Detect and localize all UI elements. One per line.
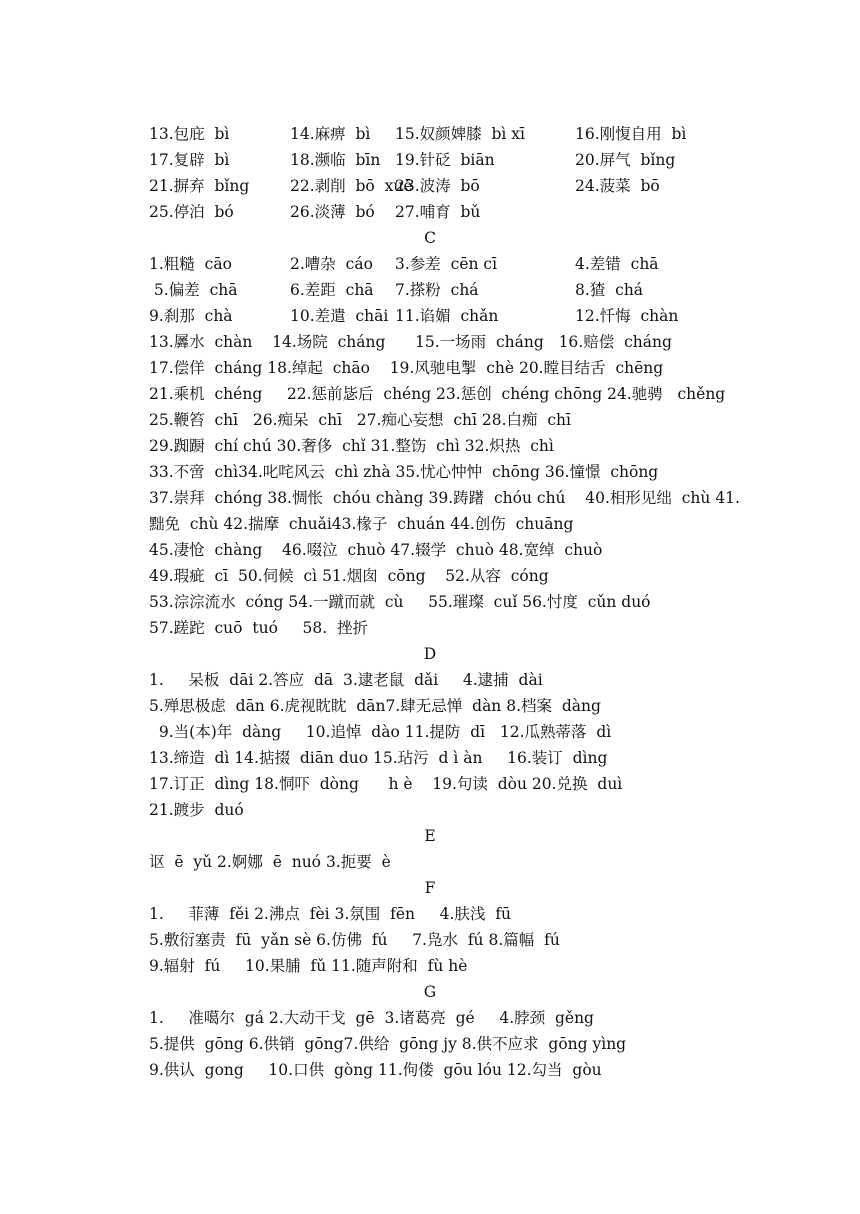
list-line: 29.踟蹰 chí chú 30.奢侈 chǐ 31.整饬 chì 32.炽热 chì (149, 437, 554, 455)
list-line: 9.辐射 fú 10.果脯 fǔ 11.随声附和 fù hè (149, 957, 468, 975)
list-entry: 9.刹那 chà (149, 307, 233, 325)
list-line: 33.不啻 chì34.叱咤风云 chì zhà 35.忧心忡忡 chōng 36.憧憬 chōng (149, 463, 659, 481)
list-entry: 26.淡薄 bó (290, 203, 375, 221)
list-line: 13.羼水 chàn 14.场院 cháng 15.一场雨 cháng 16.赔偿 cháng (149, 333, 672, 351)
section-heading: E (424, 827, 436, 845)
list-line: 5.敷衍塞责 fū yǎn sè 6.仿佛 fú 7.凫水 fú 8.篇幅 fú (149, 931, 560, 949)
list-entry: 1.粗糙 cāo (149, 255, 232, 273)
list-entry: 15.奴颜婢膝 bì xī (395, 125, 526, 143)
section-heading: D (423, 645, 437, 663)
list-line: 17.订正 dìng 18.恫吓 dòng h è 19.句读 dòu 20.兑换 duì (149, 775, 623, 793)
list-entry: 17.复辟 bì (149, 151, 230, 169)
list-entry: 3.参差 cēn cī (395, 255, 498, 273)
list-line (149, 121, 719, 147)
list-line (149, 199, 719, 225)
list-entry: 7.搽粉 chá (395, 281, 479, 299)
list-entry: 2.嘈杂 cáo (290, 255, 373, 273)
list-entry: 18.濒临 bīn (290, 151, 381, 169)
section-heading: F (424, 879, 436, 897)
list-line: 9.供认 gong 10.口供 gòng 11.佝偻 gōu lóu 12.勾当 gòu (149, 1061, 602, 1079)
list-entry: 24.菠菜 bō (575, 177, 660, 195)
list-entry: 23.波涛 bō (395, 177, 480, 195)
list-line: 1. 呆板 dāi 2.答应 dā 3.逮老鼠 dǎi 4.逮捕 dài (149, 671, 543, 689)
list-line: 37.崇拜 chóng 38.惆怅 chóu chàng 39.踌躇 chóu chú 40.相形见绌 chù 41. (149, 489, 740, 507)
list-line (149, 173, 719, 199)
list-line: 21.踱步 duó (149, 801, 244, 819)
list-entry: 13.包庇 bì (149, 125, 230, 143)
section-heading: G (423, 983, 437, 1001)
list-line: 9.当(本)年 dàng 10.追悼 dào 11.提防 dī 12.瓜熟蒂落 dì (149, 723, 612, 741)
pinyin-word-list (149, 121, 740, 1083)
list-line (149, 277, 719, 303)
list-line (149, 147, 719, 173)
list-entry: 11.谄媚 chǎn (395, 307, 499, 325)
list-line (149, 251, 719, 277)
list-entry: 8.猹 chá (575, 281, 644, 299)
list-line: 57.蹉跎 cuō tuó 58. 挫折 (149, 619, 369, 637)
list-entry: 25.停泊 bó (149, 203, 234, 221)
list-entry: 10.差遣 chāi (290, 307, 389, 325)
section-heading: C (424, 229, 436, 247)
list-entry: 27.哺育 bǔ (395, 203, 481, 221)
list-entry: 19.针砭 biān (395, 151, 495, 169)
list-entry: 20.屏气 bǐng (575, 151, 676, 169)
list-line: 21.乘机 chéng 22.惩前毖后 chéng 23.惩创 chéng chōng 24.驰骋 chěng (149, 385, 726, 403)
list-line: 17.偿佯 cháng 18.绰起 chāo 19.风驰电掣 chè 20.瞠目结舌 chēng (149, 359, 664, 377)
list-line: 1. 准噶尔 gá 2.大动干戈 gē 3.诸葛亮 gé 4.脖颈 gěng (149, 1009, 594, 1027)
list-line: 49.瑕疵 cī 50.伺候 cì 51.烟囱 cōng 52.从容 cóng (149, 567, 549, 585)
list-line (149, 303, 719, 329)
list-entry: 16.刚愎自用 bì (575, 125, 687, 143)
list-entry: 5.偏差 chā (149, 281, 238, 299)
list-line: 黜免 chù 42.揣摩 chuǎi43.椽子 chuán 44.创伤 chuāng (149, 515, 574, 533)
list-entry: 14.麻痹 bì (290, 125, 371, 143)
list-line: 45.凄怆 chàng 46.啜泣 chuò 47.辍学 chuò 48.宽绰 chuò (149, 541, 603, 559)
list-entry: 12.忏悔 chàn (575, 307, 679, 325)
list-entry: 6.差距 chā (290, 281, 374, 299)
list-line: 53.淙淙流水 cóng 54.一蹴而就 cù 55.璀璨 cuǐ 56.忖度 cǔn duó (149, 593, 651, 611)
list-line: 5.提供 gōng 6.供销 gōng7.供给 gōng jy 8.供不应求 gōng yìng (149, 1035, 627, 1053)
list-line: 25.鞭笞 chī 26.痴呆 chī 27.痴心妄想 chī 28.白痴 chī (149, 411, 571, 429)
list-line: 13.缔造 dì 14.掂掇 diān duo 15.玷污 d ì àn 16.装订 dìng (149, 749, 608, 767)
list-entry: 4.差错 chā (575, 255, 659, 273)
list-entry: 21.摒弃 bǐng (149, 177, 250, 195)
list-entry: 22.剥削 bō xuē (290, 177, 413, 195)
list-line: 5.殚思极虑 dān 6.虎视眈眈 dān7.肆无忌惮 dàn 8.档案 dàng (149, 697, 601, 715)
list-line: 1. 菲薄 fěi 2.沸点 fèi 3.氛围 fēn 4.肤浅 fū (149, 905, 512, 923)
list-line: 讴 ē yǔ 2.婀娜 ē nuó 3.扼要 è (149, 853, 391, 871)
